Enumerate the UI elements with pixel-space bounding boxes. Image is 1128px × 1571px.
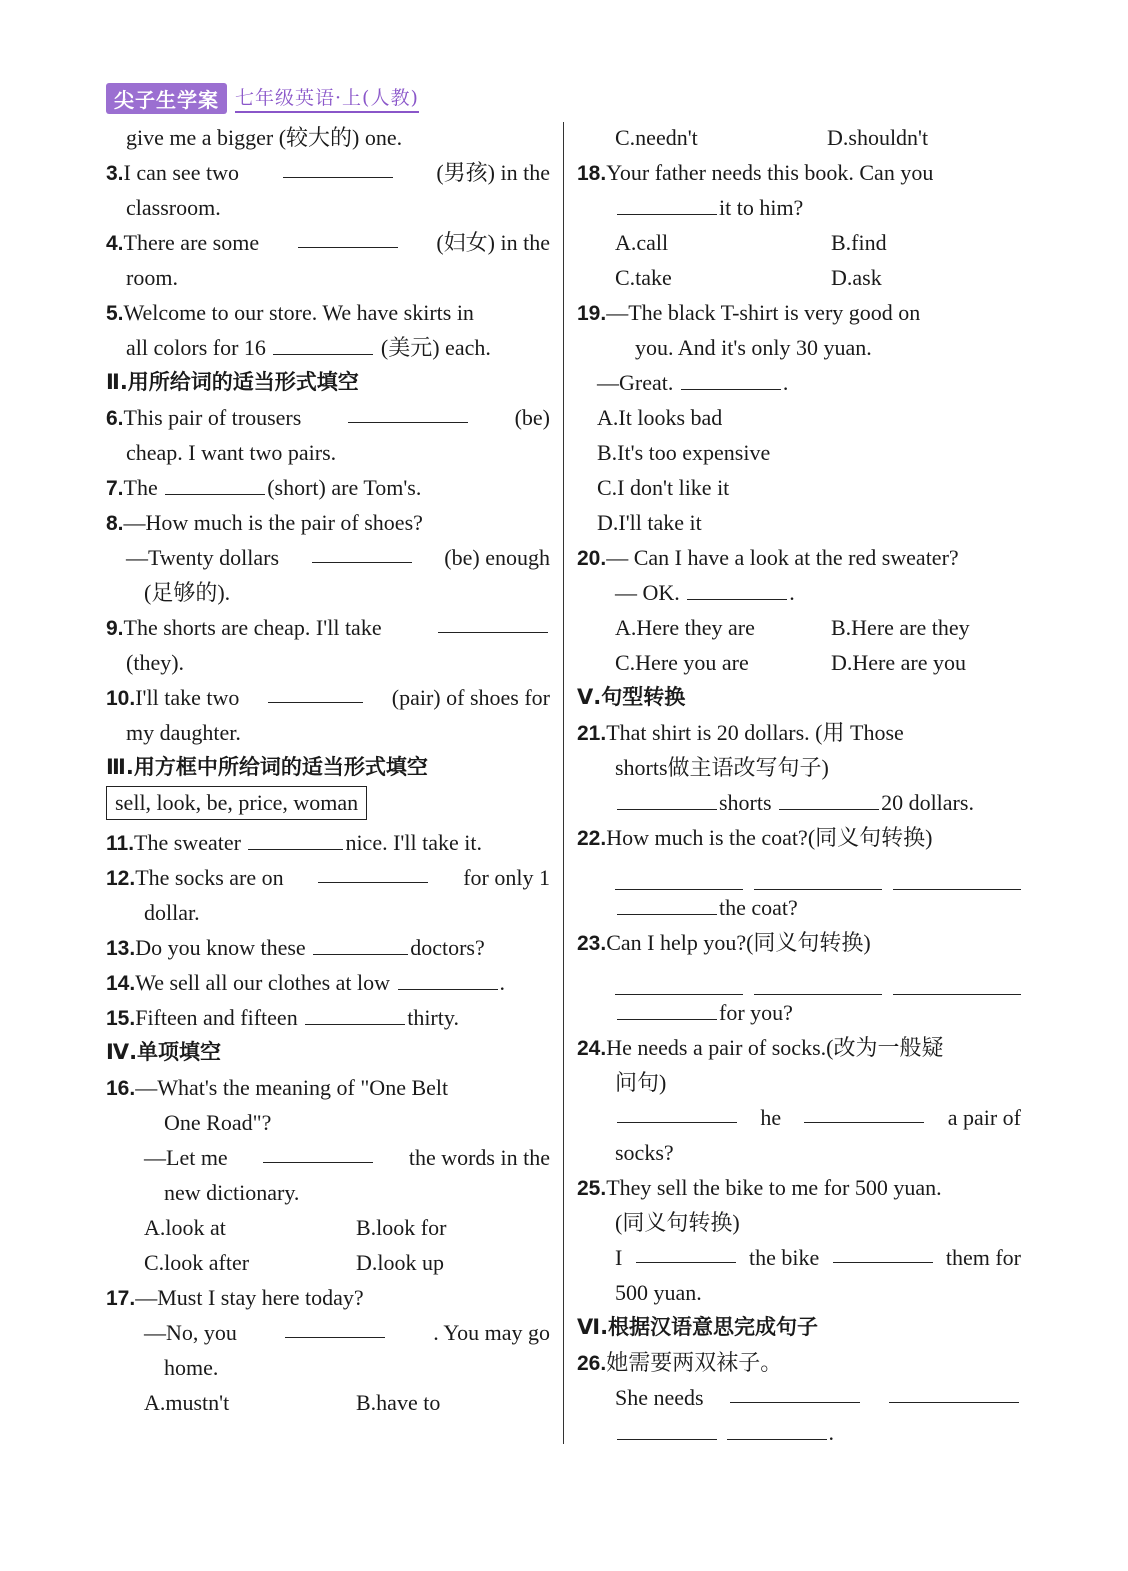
option-b[interactable]: B.look for — [356, 1215, 447, 1240]
option-b[interactable]: B.find — [831, 230, 887, 255]
option-c[interactable]: C.look after — [144, 1250, 250, 1275]
question-10: 10.I'll take two (pair) of shoes for — [106, 680, 550, 715]
option-d[interactable]: D.Here are you — [831, 650, 966, 675]
options-row — [106, 1245, 550, 1280]
answer-blank[interactable] — [248, 827, 343, 850]
question-20: 20.— Can I have a look at the red sweater? — [577, 545, 959, 570]
answer-blank[interactable] — [893, 972, 1021, 995]
answer-blank[interactable] — [617, 787, 717, 810]
question-15: 15.Fifteen and fifteen thirty. — [106, 1000, 550, 1035]
column-divider — [563, 122, 564, 1444]
answer-blank[interactable] — [312, 540, 412, 563]
question-21: 21.That shirt is 20 dollars. (用 Those — [577, 720, 904, 745]
question-9: 9.The shorts are cheap. I'll take — [106, 610, 550, 645]
option-d[interactable]: D.I'll take it — [597, 510, 702, 535]
answer-blank[interactable] — [165, 472, 265, 495]
answer-blank[interactable] — [833, 1240, 933, 1263]
answer-blank[interactable] — [617, 192, 717, 215]
answer-blank[interactable] — [681, 367, 781, 390]
question-17: 17.—Must I stay here today? — [106, 1285, 364, 1310]
section-3-heading: Ⅲ.用方框中所给词的适当形式填空 — [106, 755, 428, 779]
answer-blank[interactable] — [754, 972, 882, 995]
question-25: 25.They sell the bike to me for 500 yuan. — [577, 1175, 942, 1200]
options-row — [106, 1385, 550, 1420]
section-6-heading: Ⅵ.根据汉语意思完成句子 — [577, 1315, 819, 1339]
answer-blank[interactable] — [348, 400, 468, 423]
question-24: 24.He needs a pair of socks.(改为一般疑 — [577, 1035, 944, 1060]
question-16: 16.—What's the meaning of "One Belt — [106, 1075, 449, 1100]
option-c[interactable]: C.Here you are — [615, 650, 749, 675]
continued-line: give me a bigger (较大的) one. — [126, 125, 403, 150]
answer-blank[interactable] — [636, 1240, 736, 1263]
answer-blank[interactable] — [617, 892, 717, 915]
options-row — [577, 260, 1021, 295]
options-row — [577, 225, 1021, 260]
answer-blank[interactable] — [615, 972, 743, 995]
answer-row — [577, 960, 1021, 995]
option-b[interactable]: B.It's too expensive — [597, 440, 771, 465]
question-13: 13.Do you know these doctors? — [106, 930, 550, 965]
answer-blank[interactable] — [804, 1100, 924, 1123]
option-c[interactable]: C.needn't — [615, 125, 698, 150]
question-3: 3.I can see two (男孩) in the — [106, 155, 550, 190]
question-8: 8.—How much is the pair of shoes? — [106, 510, 423, 535]
option-d[interactable]: D.shouldn't — [827, 125, 929, 150]
subject-label: 七年级英语·上(人教) — [235, 83, 419, 113]
word-box: sell, look, be, price, woman — [106, 786, 367, 820]
question-11: 11.The sweater nice. I'll take it. — [106, 825, 550, 860]
answer-blank[interactable] — [305, 1002, 405, 1025]
option-d[interactable]: D.ask — [831, 265, 882, 290]
option-b[interactable]: B.have to — [356, 1390, 441, 1415]
option-a[interactable]: A.look at — [144, 1215, 226, 1240]
answer-blank[interactable] — [283, 155, 393, 178]
question-18: 18.Your father needs this book. Can you — [577, 160, 934, 185]
brand-label: 尖子生学案 — [106, 83, 227, 114]
left-column: give me a bigger (较大的) one. 3.I can see two (男孩) in the classroom. 4.There are some (妇女) in the room. 5.Welcome to our store. We have skirts in all colors for 16 (美元) each. Ⅱ.用所给词的适当形式填空 6.This pair of trousers (be) cheap. I want two pairs. 7.The (short) are Tom's. 8.—How much is the pair of shoes? —Twenty dollars (be) enough (足够的). 9.The shorts are cheap. I'll take (they). 10.I'll take two (pair) of shoes for my daughter. Ⅲ.用方框中所给词的适当形式填空 sell, look, be, price, woman 11.The sweater nice. I'll take it. 12.The socks are on for only 1 dollar. 13.Do you know these doctors? 14.We sell all our clothes at low . 15.Fifteen and fifteen thirty. Ⅳ.单项填空 16.—What's the meaning of "One Belt One Road"? —Let me the words in the new dictionary. A.look at B.look for C.look after D.look up 17.—Must I stay here today? —No, you . You may go home. A.mustn't B.have to — [106, 120, 550, 1420]
answer-blank[interactable] — [730, 1380, 860, 1403]
option-a[interactable]: A.Here they are — [615, 615, 755, 640]
question-4: 4.There are some (妇女) in the — [106, 225, 550, 260]
option-c[interactable]: C.I don't like it — [597, 475, 730, 500]
option-c[interactable]: C.take — [615, 265, 672, 290]
answer-blank[interactable] — [889, 1380, 1019, 1403]
option-d[interactable]: D.look up — [356, 1250, 444, 1275]
answer-blank[interactable] — [615, 867, 743, 890]
answer-row — [577, 855, 1021, 890]
options-row — [577, 120, 1021, 155]
options-row — [106, 1210, 550, 1245]
question-12: 12.The socks are on for only 1 — [106, 860, 550, 895]
question-19: 19.—The black T-shirt is very good on — [577, 300, 921, 325]
question-6: 6.This pair of trousers (be) — [106, 400, 550, 435]
answer-blank[interactable] — [893, 867, 1021, 890]
question-22: 22.How much is the coat?(同义句转换) — [577, 825, 933, 850]
answer-blank[interactable] — [273, 332, 373, 355]
answer-blank[interactable] — [263, 1140, 373, 1163]
question-14: 14.We sell all our clothes at low . — [106, 965, 550, 1000]
question-23: 23.Can I help you?(同义句转换) — [577, 930, 871, 955]
answer-blank[interactable] — [727, 1417, 827, 1440]
answer-blank[interactable] — [617, 1417, 717, 1440]
options-row — [577, 610, 1021, 645]
answer-blank[interactable] — [398, 967, 498, 990]
answer-blank[interactable] — [285, 1315, 385, 1338]
answer-blank[interactable] — [779, 787, 879, 810]
answer-blank[interactable] — [313, 932, 408, 955]
option-b[interactable]: B.Here are they — [831, 615, 970, 640]
options-row — [577, 645, 1021, 680]
page-header — [106, 84, 419, 112]
answer-blank[interactable] — [438, 610, 548, 633]
right-column: C.needn't D.shouldn't 18.Your father needs this book. Can you it to him? A.call B.find C.take D.ask 19.—The black T-shirt is very good on you. And it's only 30 yuan. —Great. . A.It looks bad B.It's too expensive C.I don't like it D.I'll take it 20.— Can I have a look at the red sweater? — OK. . A.Here they are B.Here are they C.Here you are D.Here are you Ⅴ.句型转换 21.That shirt is 20 dollars. (用 Those shorts做主语改写句子) shorts 20 dollars. 22.How much is the coat?(同义句转换) the coat? 23.Can I help you?(同义句转换) for you? 24.He needs a pair of socks.(改为一般疑 问句) he a pair of socks? 25.They sell the bike to me for 500 yuan. (同义句转换) I the bike them for 500 yuan. Ⅵ.根据汉语意思完成句子 26.她需要两双袜子。 She needs . — [577, 120, 1021, 1450]
answer-blank[interactable] — [268, 680, 363, 703]
option-a[interactable]: A.mustn't — [144, 1390, 230, 1415]
answer-blank[interactable] — [298, 225, 398, 248]
question-26: 26.她需要两双袜子。 — [577, 1350, 783, 1375]
section-4-heading: Ⅳ.单项填空 — [106, 1040, 222, 1064]
section-2-heading: Ⅱ.用所给词的适当形式填空 — [106, 370, 359, 394]
section-5-heading: Ⅴ.句型转换 — [577, 685, 686, 709]
option-a[interactable]: A.call — [615, 230, 669, 255]
answer-blank[interactable] — [617, 1100, 737, 1123]
question-7: 7.The (short) are Tom's. — [106, 470, 550, 505]
answer-blank[interactable] — [754, 867, 882, 890]
question-5: 5.Welcome to our store. We have skirts in — [106, 300, 474, 325]
answer-blank[interactable] — [687, 577, 787, 600]
answer-blank[interactable] — [318, 860, 428, 883]
answer-blank[interactable] — [617, 997, 717, 1020]
option-a[interactable]: A.It looks bad — [597, 405, 723, 430]
